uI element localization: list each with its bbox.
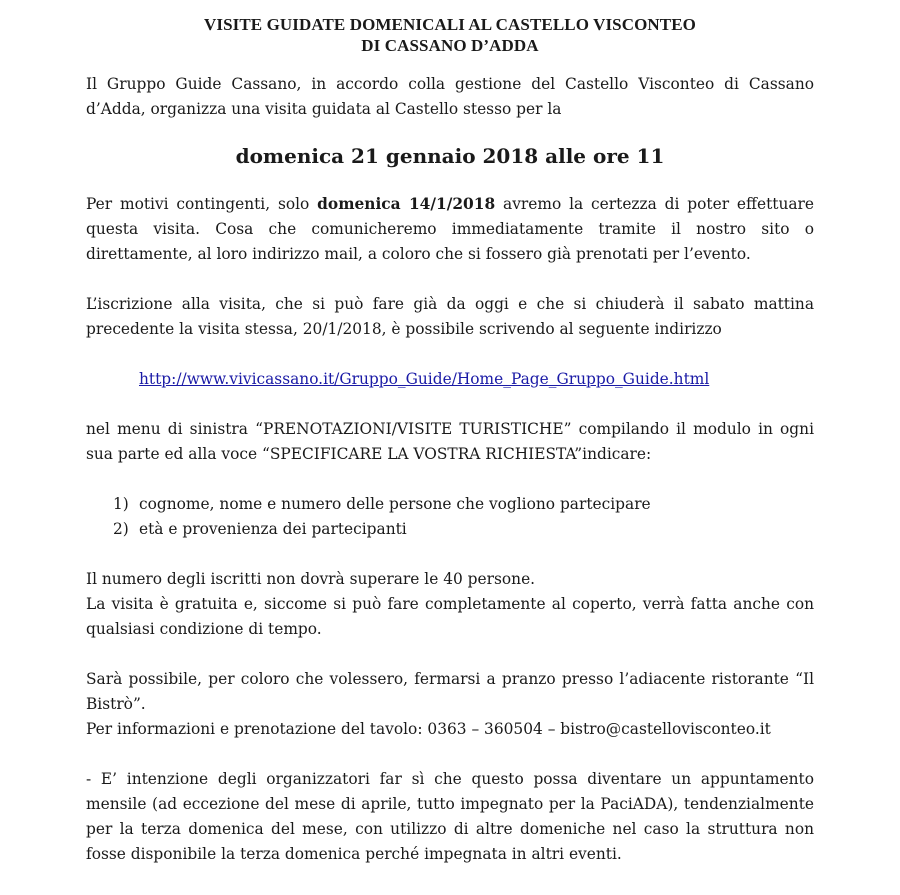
- contingency-prefix: Per motivi contingenti, solo: [86, 195, 318, 213]
- contingency-paragraph: [86, 192, 814, 267]
- lunch-contact-line: Per informazioni e prenotazione del tavolo: 0363 – 360504 – bistro@castellovisconteo.it: [86, 720, 771, 738]
- monthly-plan-paragraph: - E’ intenzione degli organizzatori far sì che questo possa diventare un appuntamento mensile (ad eccezione del mese di aprile, tutto impegnato per la PaciADA), tendenzialmente per la terza domenica del mese, con utilizzo di altre domeniche nel caso la struttura non fosse disponibile la terza domenica perché impegnata in altri eventi.: [86, 770, 814, 863]
- contingency-suffix: avremo la certezza di poter effettuare questa visita. Cosa che comunicheremo immediatamente tramite il nostro sito o direttamente, al loro indirizzo mail, a coloro che si fossero già prenotati per l’evento.: [86, 195, 814, 263]
- document-title-line1: VISITE GUIDATE DOMENICALI AL CASTELLO VISCONTEO: [203, 15, 696, 34]
- list-item-text: età e provenienza dei partecipanti: [139, 520, 407, 538]
- event-date-headline: domenica 21 gennaio 2018 alle ore 11: [235, 144, 665, 168]
- registration-paragraph: L’iscrizione alla visita, che si può fare già da oggi e che si chiuderà il sabato mattina precedente la visita stessa, 20/1/2018, è possibile scrivendo al seguente indirizzo: [86, 295, 814, 338]
- participant-limit-line: Il numero degli iscritti non dovrà superare le 40 persone.: [86, 570, 536, 588]
- intro-paragraph: Il Gruppo Guide Cassano, in accordo colla gestione del Castello Visconteo di Cassano d’Adda, organizza una visita guidata al Castello stesso per la: [86, 75, 814, 118]
- list-item-number: 2): [113, 520, 129, 538]
- list-item: [86, 517, 814, 542]
- document-page: [86, 14, 814, 867]
- list-item: [86, 492, 814, 517]
- list-item-number: 1): [113, 495, 129, 513]
- document-title-line2: DI CASSANO D’ADDA: [361, 36, 539, 55]
- required-info-list: [86, 492, 814, 542]
- registration-link[interactable]: http://www.vivicassano.it/Gruppo_Guide/Home_Page_Gruppo_Guide.html: [139, 370, 710, 388]
- lunch-paragraph: Sarà possibile, per coloro che volessero, fermarsi a pranzo presso l’adiacente ristorante “Il Bistrò”.: [86, 670, 814, 713]
- free-visit-paragraph: La visita è gratuita e, siccome si può fare completamente al coperto, verrà fatta anche con qualsiasi condizione di tempo.: [86, 595, 814, 638]
- contingency-date: domenica 14/1/2018: [317, 195, 496, 213]
- list-item-text: cognome, nome e numero delle persone che vogliono partecipare: [139, 495, 651, 513]
- menu-instructions-paragraph: nel menu di sinistra “PRENOTAZIONI/VISITE TURISTICHE” compilando il modulo in ogni sua parte ed alla voce “SPECIFICARE LA VOSTRA RICHIESTA”indicare:: [86, 420, 814, 463]
